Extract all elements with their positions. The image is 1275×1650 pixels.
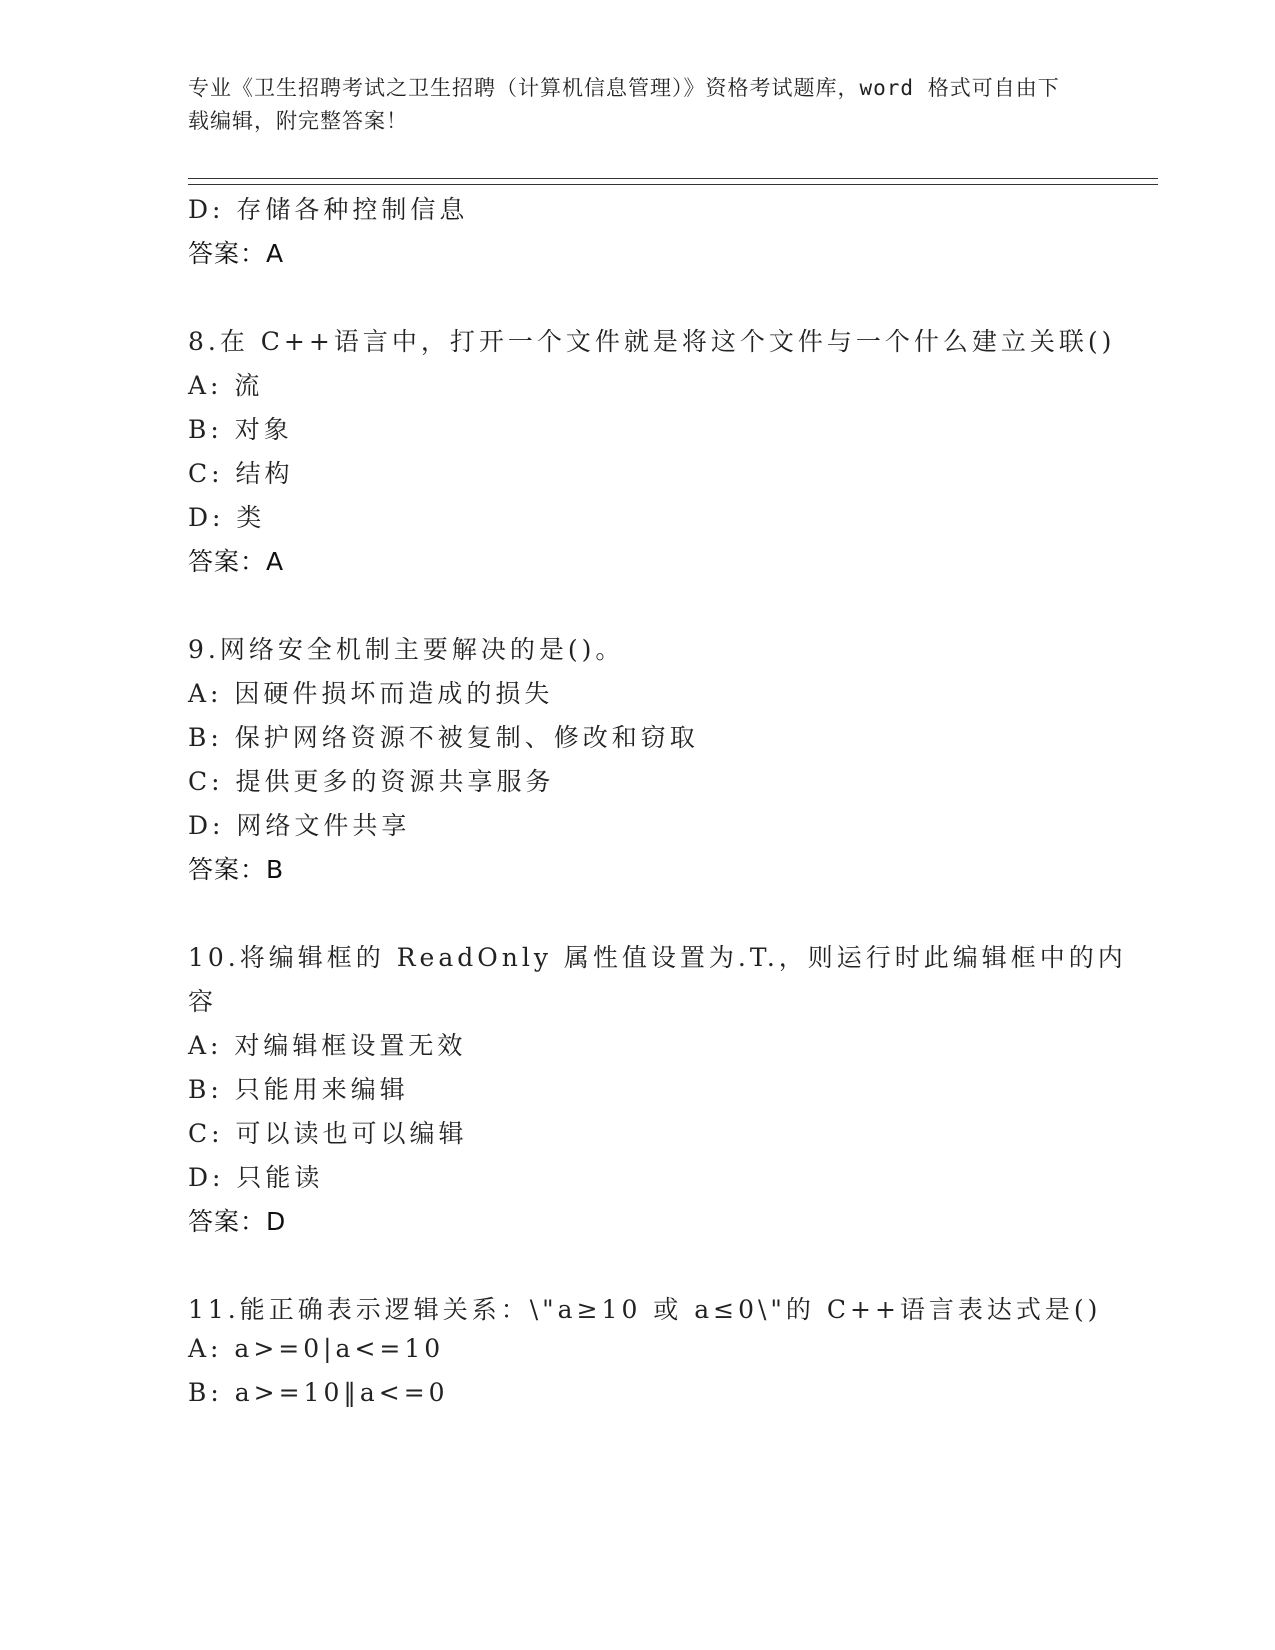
option-c: C: 可以读也可以编辑 <box>188 1119 468 1148</box>
option-d: D: 类 <box>188 503 266 532</box>
option-a: A: 对编辑框设置无效 <box>188 1031 467 1060</box>
question-stem: 8.在 C++语言中，打开一个文件就是将这个文件与一个什么建立关联() <box>188 327 1116 356</box>
answer-line: 答案：A <box>188 239 285 268</box>
option-d: D: 网络文件共享 <box>188 811 411 840</box>
answer-line: 答案：B <box>188 855 285 884</box>
header-divider-top <box>188 178 1158 179</box>
option-b: B: 只能用来编辑 <box>188 1075 409 1104</box>
option-b: B: a>=10‖a<=0 <box>188 1378 449 1407</box>
question-stem: 9.网络安全机制主要解决的是()。 <box>188 635 625 664</box>
option-c: C: 结构 <box>188 459 294 488</box>
option-d: D: 只能读 <box>188 1163 324 1192</box>
question-stem: 10.将编辑框的 ReadOnly 属性值设置为.T.，则运行时此编辑框中的内 <box>188 943 1127 972</box>
option-a: A: a>=0|a<=10 <box>188 1334 445 1363</box>
header-divider-bottom <box>188 184 1158 185</box>
option-a: A: 因硬件损坏而造成的损失 <box>188 679 554 708</box>
option-b: B: 对象 <box>188 415 293 444</box>
option-c: C: 提供更多的资源共享服务 <box>188 767 555 796</box>
option-d: D: 存储各种控制信息 <box>188 195 469 224</box>
question-stem-continued: 容 <box>188 987 218 1016</box>
answer-line: 答案：D <box>188 1207 287 1236</box>
question-stem: 11.能正确表示逻辑关系：\"a≥10 或 a≤0\"的 C++语言表达式是() <box>188 1295 1102 1324</box>
option-b: B: 保护网络资源不被复制、修改和窃取 <box>188 723 699 752</box>
document-header: 专业《卫生招聘考试之卫生招聘（计算机信息管理）》资格考试题库，word 格式可自由下载编辑，附完整答案！ <box>188 76 1060 133</box>
option-a: A: 流 <box>188 371 264 400</box>
answer-line: 答案：A <box>188 547 285 576</box>
